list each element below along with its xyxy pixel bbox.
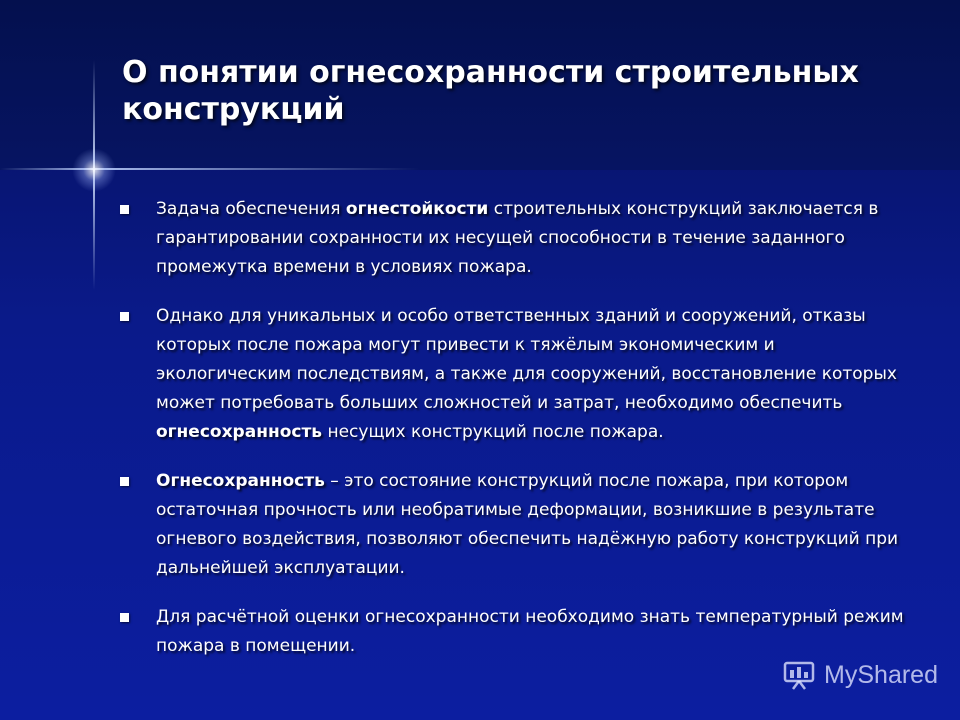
bullet-text-pre: Для расчётной оценки огнесохранности необходимо знать температурный режим пожара в помещении. bbox=[156, 607, 904, 656]
bullet-item bbox=[120, 467, 910, 583]
bullet-text-bold: Огнесохранность bbox=[156, 471, 325, 491]
square-bullet-icon bbox=[120, 312, 129, 321]
square-bullet-icon bbox=[120, 477, 129, 486]
square-bullet-icon bbox=[120, 205, 129, 214]
bullet-text-post: – это состояние конструкций после пожара, при котором остаточная прочность или необратимые деформации, возникшие в результате огневого воздействия, позволяют обеспечить надёжную работу конструкций при дальнейшей эксплуатации. bbox=[156, 471, 899, 578]
bullet-text-post: несущих конструкций после пожара. bbox=[322, 422, 664, 442]
bullet-text-post: строительных конструкций заключается в гарантировании сохранности их несущей способности в течение заданного промежутка времени в условиях пожара. bbox=[156, 199, 879, 277]
bullet-list bbox=[120, 195, 910, 681]
bullet-text-pre: Однако для уникальных и особо ответственных зданий и сооружений, отказы которых после пожара могут привести к тяжёлым экономическим и экологическим последствиям, а также для сооружений, восстановление которых может потребовать больших сложностей и затрат, необходимо обеспечить bbox=[156, 306, 897, 413]
bullet-item bbox=[120, 603, 910, 661]
watermark-text: MyShared bbox=[824, 660, 938, 689]
square-bullet-icon bbox=[120, 613, 129, 622]
lens-flare-glow bbox=[72, 148, 116, 192]
slide-title: О понятии огнесохранности строительных конструкций bbox=[122, 55, 859, 127]
bullet-item bbox=[120, 302, 910, 447]
bullet-text-bold: огнесохранность bbox=[156, 422, 323, 442]
bullet-text-pre: Задача обеспечения bbox=[156, 199, 346, 219]
myshared-watermark bbox=[782, 658, 938, 692]
presentation-board-icon bbox=[782, 658, 816, 692]
lens-flare-horizontal bbox=[0, 168, 420, 170]
bullet-item bbox=[120, 195, 910, 282]
bullet-text-bold: огнестойкости bbox=[345, 199, 489, 219]
